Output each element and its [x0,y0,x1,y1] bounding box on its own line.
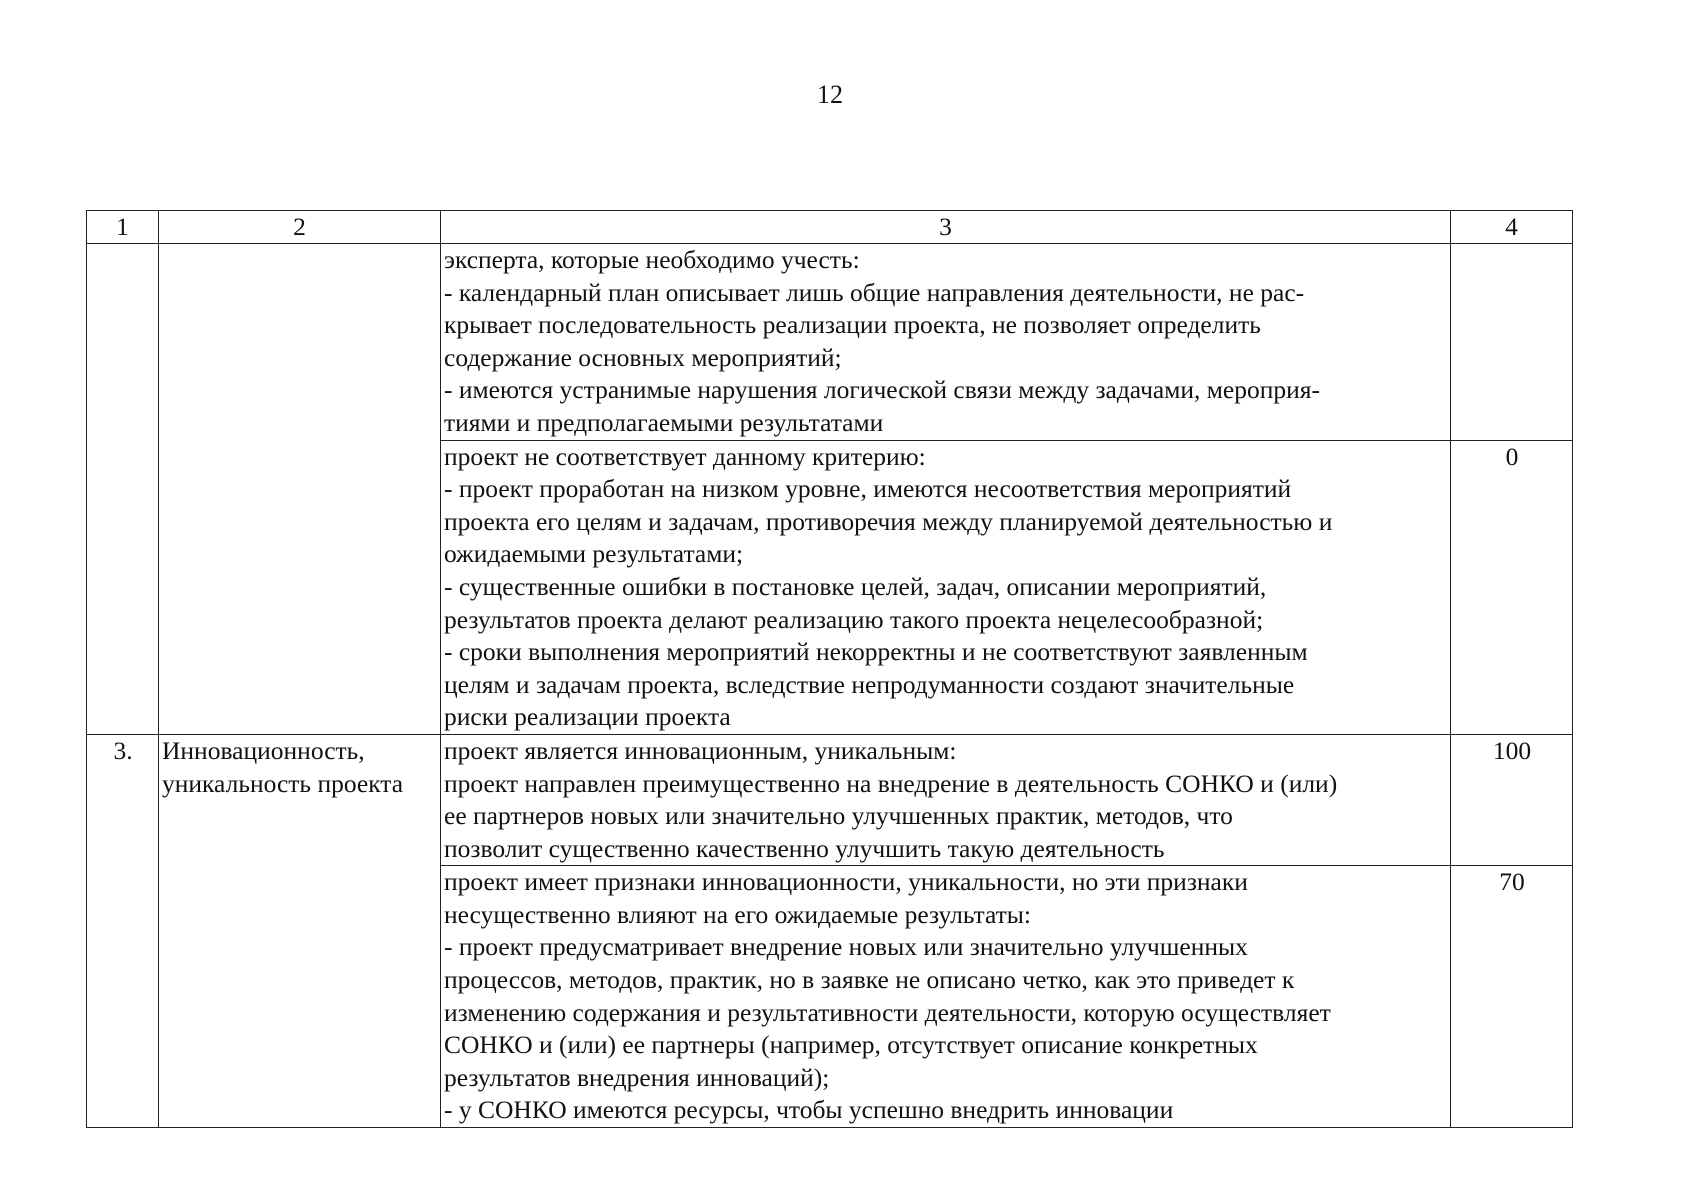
table-header-row [87,211,1573,244]
table-row [87,244,1573,441]
description-line: проект направлен преимущественно на внедрение в деятельность СОНКО и (или) [444,768,1338,798]
description-line: ее партнеров новых или значительно улучшенных практик, методов, что [444,801,1233,831]
description-cell [441,440,1451,734]
description-cell [441,866,1451,1128]
description-line: позволит существенно качественно улучшить такую деятельность [444,833,1165,863]
description-cell [441,244,1451,441]
description-line: ожидаемыми результатами; [444,539,744,569]
description-line: несущественно влияют на его ожидаемые результаты: [444,899,1032,929]
description-line: - проект проработан на низком уровне, имеются несоответствия мероприятий [444,474,1292,504]
description-line: проект является инновационным, уникальным: [444,735,957,765]
description-line: - у СОНКО имеются ресурсы, чтобы успешно внедрить инновации [444,1095,1174,1125]
page-number: 12 [817,80,843,109]
description-line: целям и задачам проекта, вследствие непродуманности создают значительные [444,669,1295,699]
description-line: эксперта, которые необходимо учесть: [444,245,860,274]
description-line: крывает последовательность реализации проекта, не позволяет определить [444,310,1261,340]
description-line: - сроки выполнения мероприятий некорректны и не соответствуют заявленным [444,637,1308,667]
criterion-line: Инновационность, [162,735,365,765]
description-line: - календарный план описывает лишь общие направления деятельности, не рас- [444,277,1305,307]
criterion-line: уникальность проекта [162,768,404,798]
header-col-2: 2 [159,211,441,244]
score-cell: 0 [1451,440,1573,734]
description-line: результатов внедрения инноваций); [444,1062,830,1092]
score-cell [1451,244,1573,441]
criteria-table [86,210,1573,1128]
score-cell: 100 [1451,734,1573,865]
description-line: - проект предусматривает внедрение новых или значительно улучшенных [444,932,1248,962]
header-col-4: 4 [1451,211,1573,244]
description-line: изменению содержания и результативности деятельности, которую осуществляет [444,997,1331,1027]
description-cell [441,734,1451,865]
description-line: проекта его целям и задачам, противоречия между планируемой деятельностью и [444,506,1333,536]
criterion-cell [159,734,441,1127]
table-row [87,734,1573,865]
description-line: результатов проекта делают реализацию такого проекта нецелесообразной; [444,604,1264,634]
row-number-cell: 3. [87,734,159,1127]
header-col-1: 1 [87,211,159,244]
description-line: - имеются устранимые нарушения логической связи между задачами, мероприя- [444,375,1321,405]
description-line: риски реализации проекта [444,702,731,732]
header-col-3: 3 [441,211,1451,244]
description-line: проект не соответствует данному критерию: [444,441,926,471]
description-line: проект имеет признаки инновационности, уникальности, но эти признаки [444,867,1248,897]
description-line: тиями и предполагаемыми результатами [444,407,884,437]
criterion-cell [159,244,441,735]
description-line: СОНКО и (или) ее партнеры (например, отсутствует описание конкретных [444,1030,1258,1060]
description-line: - существенные ошибки в постановке целей, задач, описании мероприятий, [444,571,1267,601]
description-line: содержание основных мероприятий; [444,342,842,372]
row-number-cell [87,244,159,735]
description-line: процессов, методов, практик, но в заявке не описано четко, как это приведет к [444,965,1295,995]
score-cell: 70 [1451,866,1573,1128]
